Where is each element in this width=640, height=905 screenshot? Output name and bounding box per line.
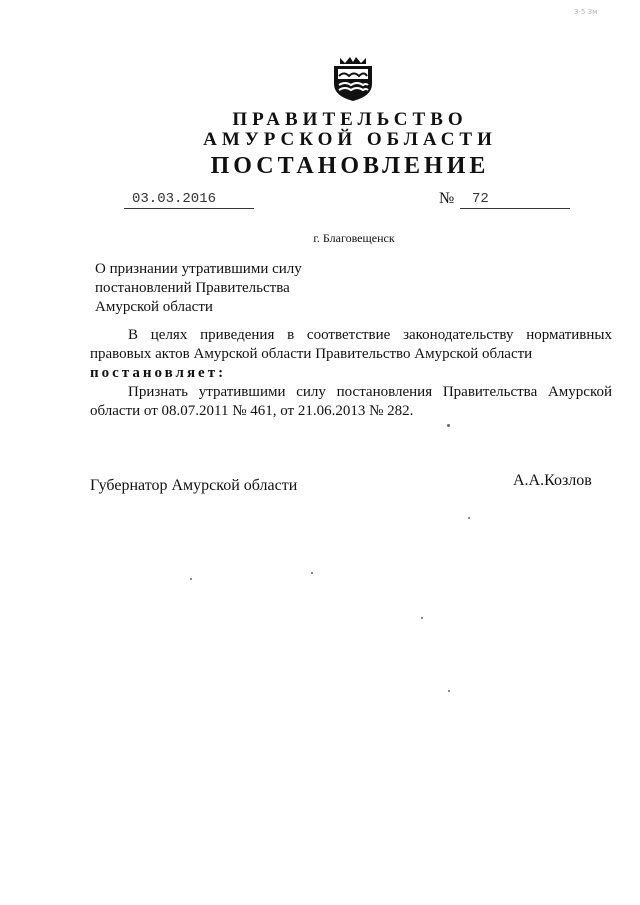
org-name-line1: ПРАВИТЕЛЬСТВО [232,109,468,130]
document-date: 03.03.2016 [124,190,254,209]
scan-speck [447,424,450,427]
body-paragraph2-line2: области от 08.07.2011 № 461, от 21.06.2013 № 282. [90,403,414,419]
signatory-title: Губернатор Амурской области [90,477,298,494]
document-type-title: ПОСТАНОВЛЕНИЕ [210,153,490,179]
org-name-line2: АМУРСКОЙ ОБЛАСТИ [203,129,497,150]
scan-speck [311,572,313,574]
body-paragraph1-line1: В целях приведения в соответствие законодательству нормативных [128,327,612,343]
city-line: г. Благовещенск [313,231,395,245]
signatory-name: А.А.Козлов [513,472,592,489]
document-number: 72 [460,190,570,209]
corner-handwritten-mark: 3-5 Зм [574,8,598,16]
document-subject [95,260,335,317]
coat-of-arms-icon [330,54,376,102]
scan-speck [448,690,450,692]
decree-word: постановляет: [90,365,227,381]
scan-speck [190,578,192,580]
scan-speck [468,517,470,519]
subject-line: постановлений Правительства [95,280,290,296]
body-paragraph2-line1: Признать утратившими силу постановления Правительства Амурской [128,384,612,400]
document-body [90,326,612,421]
scan-speck [421,617,423,619]
subject-line: Амурской области [95,299,213,315]
body-paragraph1-line2: правовых актов Амурской области Правительство Амурской области [90,346,533,362]
subject-line: О признании утратившими силу [95,261,302,277]
number-sign: № [439,190,455,207]
